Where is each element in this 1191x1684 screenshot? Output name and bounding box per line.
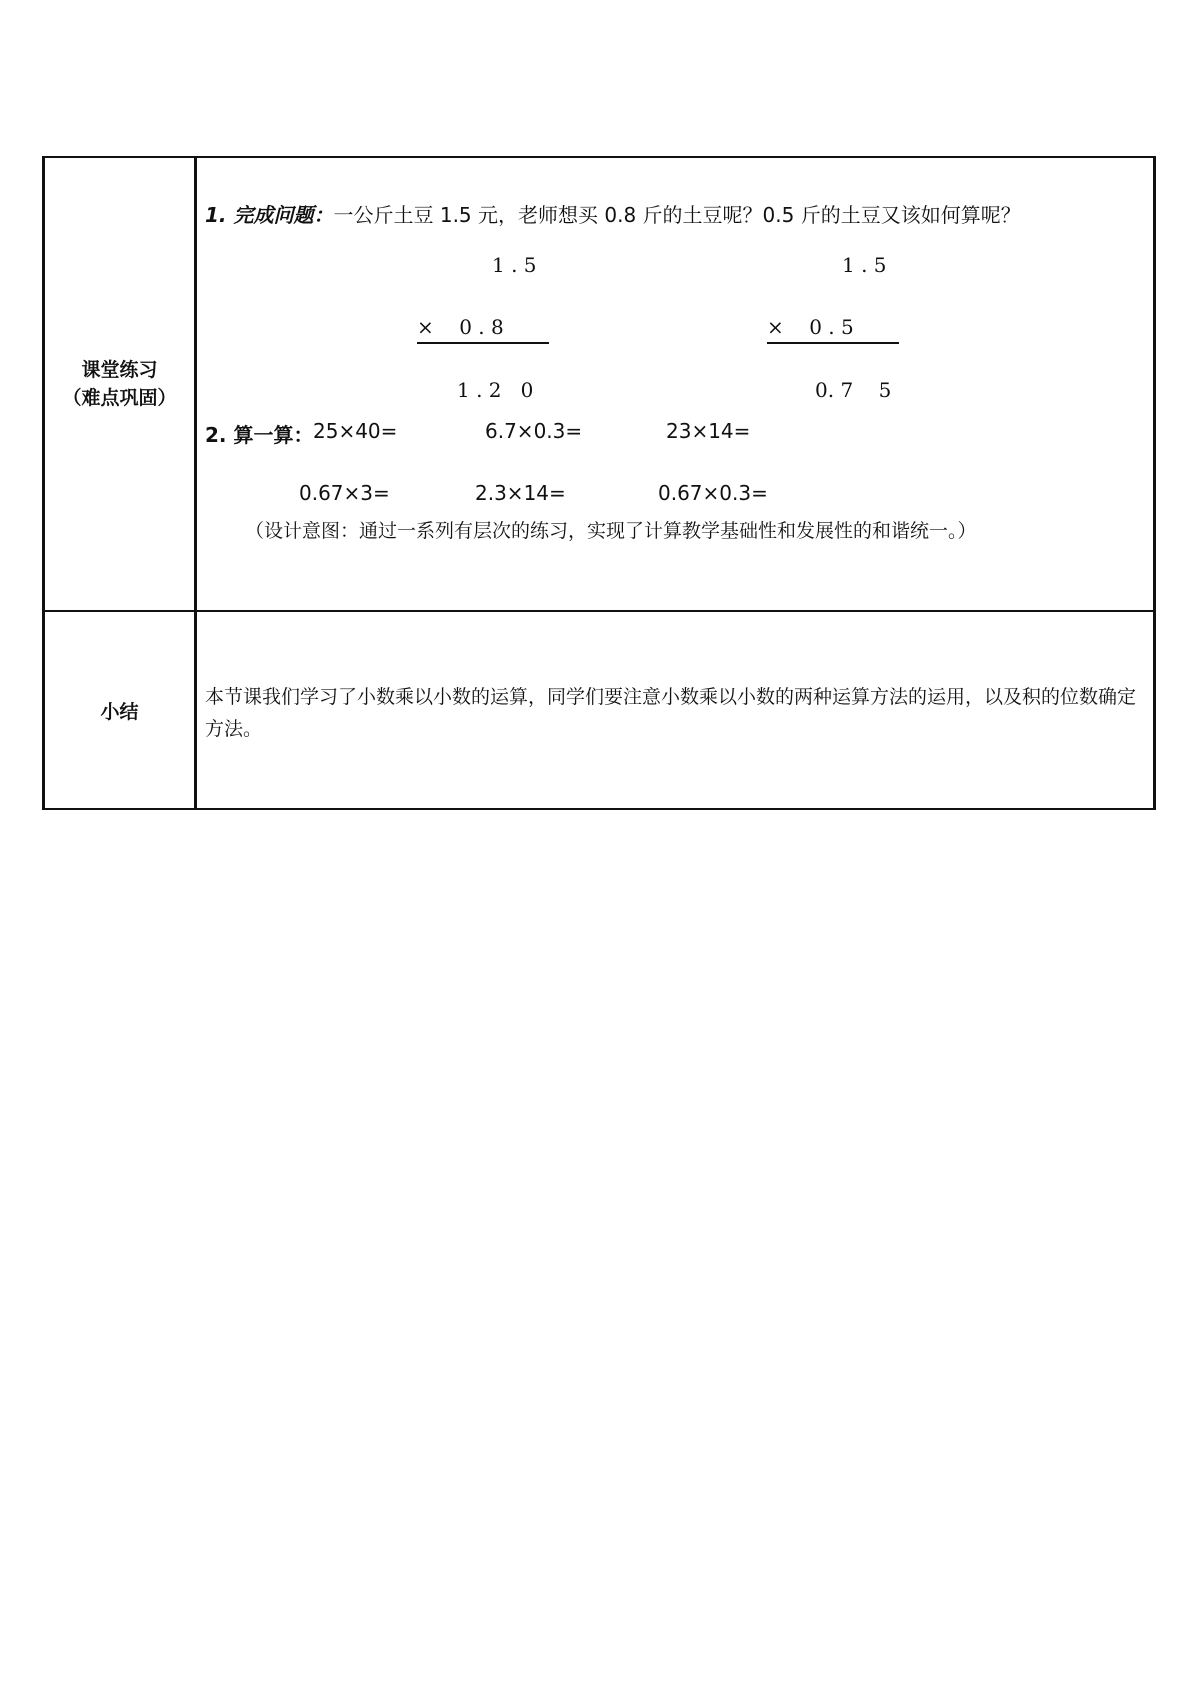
expr-3: 23×14= <box>666 419 751 443</box>
expr-6: 0.67×0.3= <box>658 481 768 505</box>
calc-a-result: 1 . 2 0 <box>457 378 534 402</box>
question-1 <box>205 199 1021 228</box>
lesson-table <box>42 156 1156 810</box>
label-practice-line2: （难点巩固） <box>62 387 177 409</box>
question-2 <box>205 419 313 448</box>
row-label-summary <box>45 698 194 726</box>
design-note: （设计意图：通过一系列有层次的练习，实现了计算教学基础性和发展性的和谐统一。） <box>245 520 977 542</box>
expr-5: 2.3×14= <box>475 481 566 505</box>
calc-b-result: 0. 7 5 <box>815 378 892 402</box>
question-2-head: 2. 算一算： <box>205 423 314 447</box>
calc-b-mult-text: × 0 . 5 <box>767 315 854 339</box>
row-label-practice <box>45 356 194 412</box>
expr-4: 0.67×3= <box>299 481 390 505</box>
question-1-text: 一公斤土豆 1.5 元，老师想买 0.8 斤的土豆呢？0.5 斤的土豆又该如何算呢？ <box>333 203 1021 227</box>
calc-a-rule <box>417 342 549 344</box>
calc-b-mult <box>767 315 854 339</box>
label-practice-line1: 课堂练习 <box>81 359 158 381</box>
expr-1: 25×40= <box>313 419 398 443</box>
column-divider <box>194 158 197 808</box>
practice-content <box>205 158 1145 808</box>
summary-text: 本节课我们学习了小数乘以小数的运算，同学们要注意小数乘以小数的两种运算方法的运用，以及积的位数确定方法。 <box>205 686 1137 740</box>
calc-a-mult <box>417 315 504 339</box>
calc-a-top: 1 . 5 <box>492 253 537 277</box>
label-summary: 小结 <box>100 701 139 723</box>
calc-a-mult-text: × 0 . 8 <box>417 315 504 339</box>
expr-2: 6.7×0.3= <box>485 419 583 443</box>
question-1-head: 1. 完成问题： <box>205 203 334 227</box>
calc-b-top: 1 . 5 <box>842 253 887 277</box>
calc-b-rule <box>767 342 899 344</box>
